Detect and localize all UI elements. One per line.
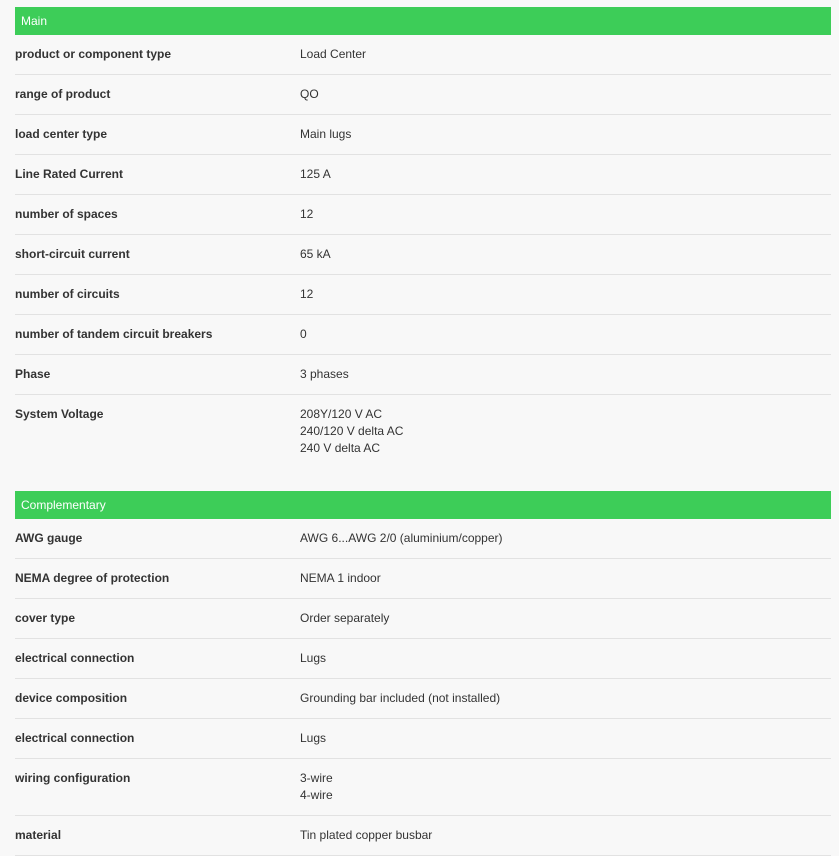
spec-label: cover type (15, 611, 76, 625)
spec-value-line: 3 phases (300, 367, 349, 381)
complementary-section-header: Complementary (15, 491, 831, 519)
spec-label: NEMA degree of protection (15, 571, 170, 585)
spec-label: material (15, 828, 62, 842)
spec-label: number of spaces (15, 207, 118, 221)
spec-row (15, 759, 831, 816)
spec-row (15, 719, 831, 759)
spec-row (15, 355, 831, 395)
spec-value-line: 65 kA (300, 247, 331, 261)
spec-value-line: Load Center (300, 47, 367, 61)
spec-value-line: 3-wire (300, 771, 333, 785)
spec-row (15, 155, 831, 195)
spec-label: Line Rated Current (15, 167, 124, 181)
spec-row (15, 235, 831, 275)
spec-value-line: 240 V delta AC (300, 441, 381, 455)
main-section-header: Main (15, 7, 831, 35)
spec-label: number of circuits (15, 287, 120, 301)
spec-value (300, 155, 831, 194)
spec-label: short-circuit current (15, 247, 130, 261)
spec-value (300, 355, 831, 394)
spec-value-line: 240/120 V delta AC (300, 424, 404, 438)
spec-row (15, 519, 831, 559)
spec-value (300, 395, 831, 468)
spec-value-line: AWG 6...AWG 2/0 (aluminium/copper) (300, 531, 503, 545)
spec-row (15, 115, 831, 155)
spec-value (300, 599, 831, 638)
spec-value-line: 0 (300, 327, 307, 341)
spec-row (15, 395, 831, 468)
spec-value-line: 125 A (300, 167, 331, 181)
spec-value (300, 115, 831, 154)
spec-label: device composition (15, 691, 128, 705)
spec-value (300, 315, 831, 354)
spec-value (300, 519, 831, 558)
complementary-section (15, 468, 831, 856)
spec-row (15, 75, 831, 115)
spec-value (300, 679, 831, 718)
spec-value-line: 4-wire (300, 788, 333, 802)
spec-value-line: Order separately (300, 611, 390, 625)
spec-row (15, 315, 831, 355)
spec-value (300, 75, 831, 114)
spec-row (15, 35, 831, 75)
spec-value-line: Lugs (300, 651, 327, 665)
spec-label: number of tandem circuit breakers (15, 327, 213, 341)
spec-row (15, 679, 831, 719)
spec-label: Phase (15, 367, 51, 381)
spec-value-line: NEMA 1 indoor (300, 571, 381, 585)
spec-value (300, 235, 831, 274)
spec-value-line: Lugs (300, 731, 327, 745)
spec-value-line: 12 (300, 287, 314, 301)
spec-label: load center type (15, 127, 108, 141)
spec-label: AWG gauge (15, 531, 83, 545)
spec-value-line: Grounding bar included (not installed) (300, 691, 501, 705)
spec-label: electrical connection (15, 731, 135, 745)
spec-value (300, 816, 831, 855)
spec-label: range of product (15, 87, 111, 101)
spec-value-line: 208Y/120 V AC (300, 407, 383, 421)
spec-label: wiring configuration (15, 771, 131, 785)
spec-row (15, 639, 831, 679)
spec-row (15, 599, 831, 639)
spec-value (300, 759, 831, 815)
spec-row (15, 195, 831, 235)
main-section (15, 0, 831, 468)
spec-row (15, 275, 831, 315)
spec-value-line: Tin plated copper busbar (300, 828, 433, 842)
spec-value-line: Main lugs (300, 127, 352, 141)
spec-value (300, 275, 831, 314)
spec-label: electrical connection (15, 651, 135, 665)
spec-row (15, 816, 831, 856)
spec-value-line: 12 (300, 207, 314, 221)
spec-value (300, 639, 831, 678)
spec-label: product or component type (15, 47, 171, 61)
spec-value (300, 559, 831, 598)
spec-value (300, 195, 831, 234)
spec-row (15, 559, 831, 599)
spec-value-line: QO (300, 87, 319, 101)
spec-value (300, 719, 831, 758)
spec-value (300, 35, 831, 74)
spec-label: System Voltage (15, 407, 104, 421)
